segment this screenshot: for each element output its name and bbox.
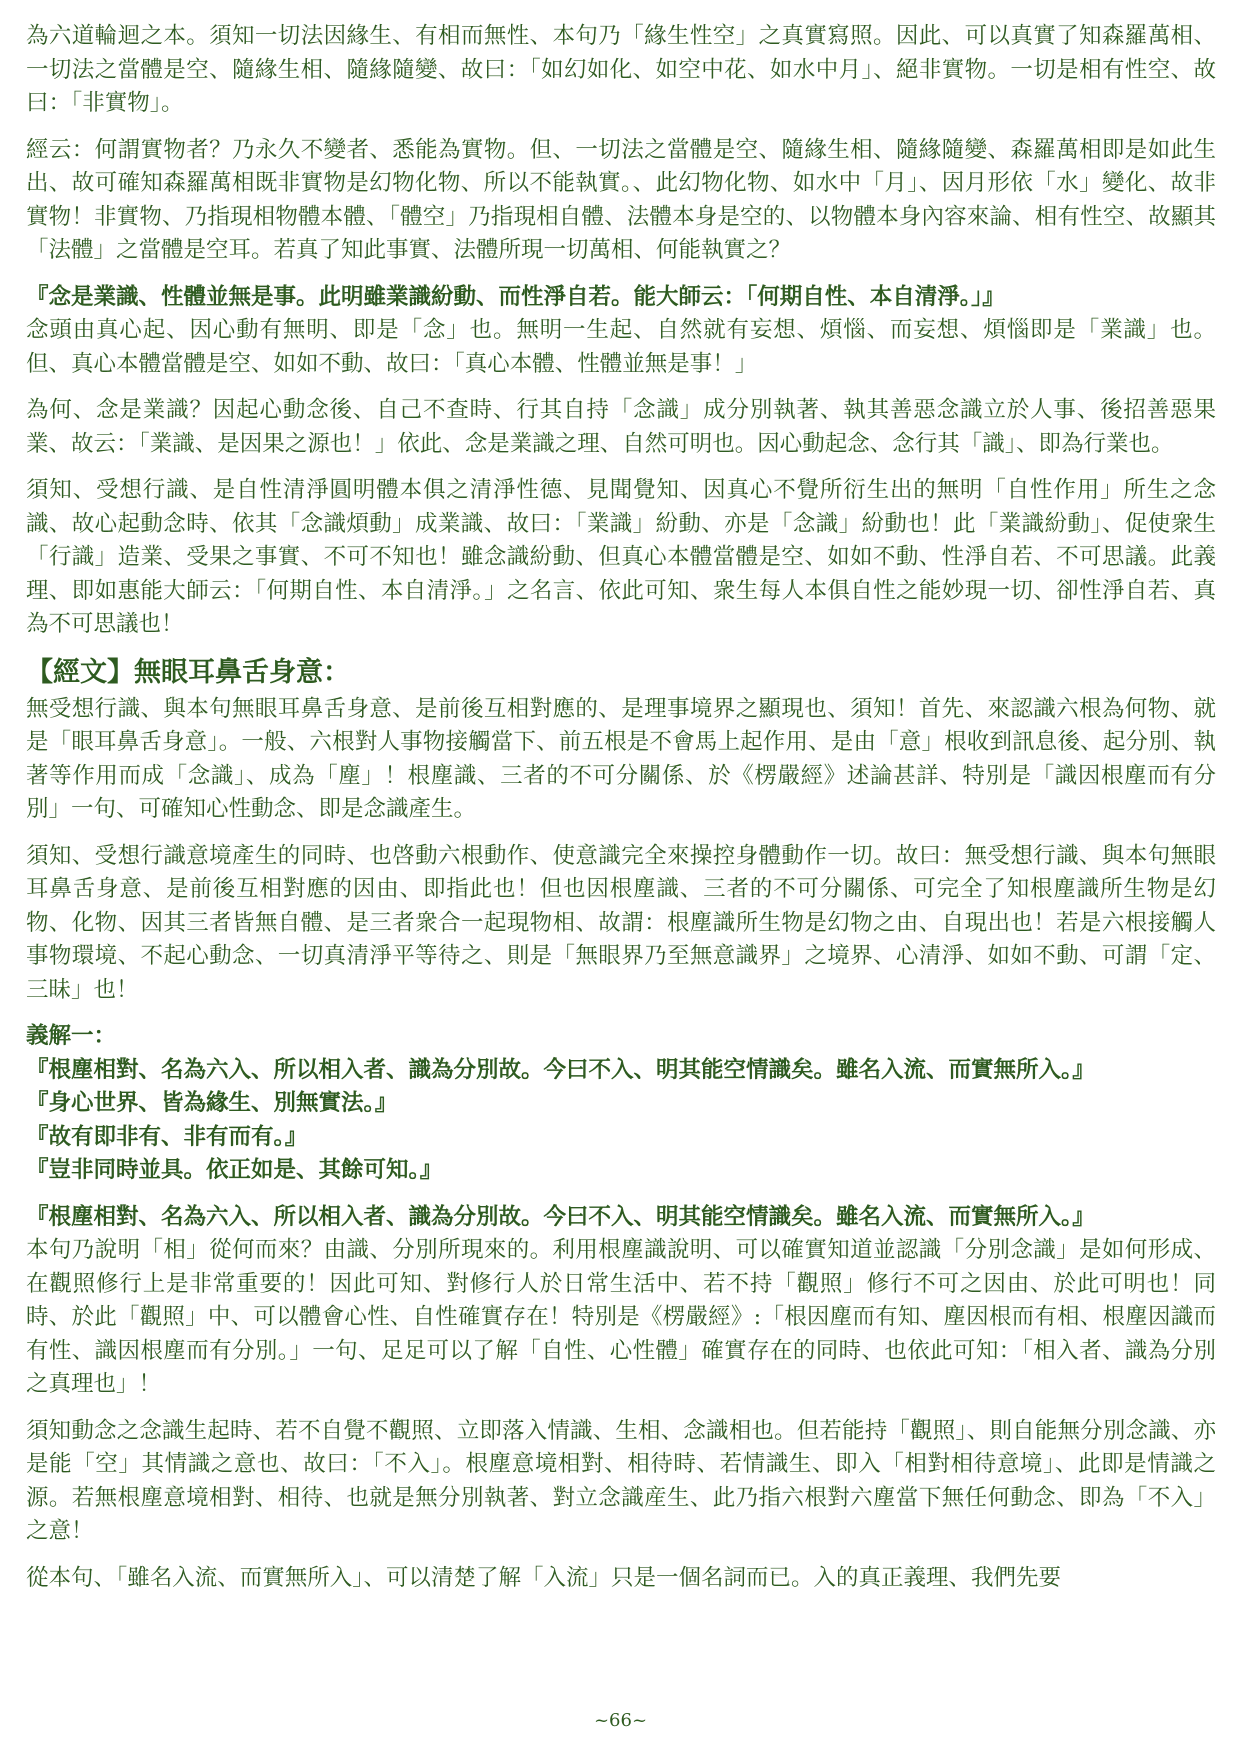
- quote-line: 『念是業識、性體並無是事。此明雖業識紛動、而性淨自若。能大師云：「何期自性、本自清淨。」』: [26, 283, 1005, 310]
- quote-block-1: [26, 281, 1216, 382]
- commentary-label: 義解一：: [26, 1023, 117, 1049]
- quote-line: 『根塵相對、名為六入、所以相入者、識為分別故。今曰不入、明其能空情識矣。雖名入流、而實無所入。』: [26, 1203, 1095, 1230]
- commentary-quote: 『身心世界、皆為緣生、別無實法。』: [26, 1090, 398, 1116]
- paragraph: 經云：何謂實物者？乃永久不變者、悉能為實物。但、一切法之當體是空、隨緣生相、隨緣隨變、森羅萬相即是如此生出、故可確知森羅萬相既非實物是幻物化物、所以不能執實。、此幻物化物、如水中「月」、因月形依「水」變化、故非實物！非實物、乃指現相物體本體、「體空」乃指現相自體、法體本身是空的、以物體本身內容來論、相有性空、故顯其「法體」之當體是空耳。若真了知此事實、法體所現一切萬相、何能執實之？: [26, 136, 1216, 263]
- paragraph: 本句乃說明「相」從何而來？由識、分別所現來的。利用根塵識說明、可以確實知道並認識「分別念識」是如何形成、在觀照修行上是非常重要的！因此可知、對修行人於日常生活中、若不持「觀照」修行不可之因由、於此可明也！同時、於此「觀照」中、可以體會心性、自性確實存在！特別是《楞嚴經》:「根因塵而有知、塵因根而有相、根塵因識而有性、識因根塵而有分別。」一句、足足可以了解「自性、心性體」確實存在的同時、也依此可知：「相入者、識為分別之真理也」！: [26, 1237, 1216, 1397]
- paragraph: 念頭由真心起、因心動有無明、即是「念」也。無明一生起、自然就有妄想、煩惱、而妄想、煩惱即是「業識」也。但、真心本體當體是空、如如不動、故曰：「真心本體、性體並無是事！」: [26, 317, 1216, 377]
- commentary-quote: 『豈非同時並具。依正如是、其餘可知。』: [26, 1157, 443, 1183]
- document-body: [26, 20, 1216, 1608]
- paragraph: 為六道輪迴之本。須知一切法因緣生、有相而無性、本句乃「緣生性空」之真實寫照。因此、可以真實了知森羅萬相、一切法之當體是空、隨緣生相、隨緣隨變、故曰：「如幻如化、如空中花、如水中月」、絕非實物。一切是相有性空、故曰：「非實物」。: [26, 23, 1216, 116]
- quote-block-2: [26, 1201, 1216, 1402]
- page-number: ~66~: [593, 1710, 648, 1731]
- commentary-quote: 『故有即非有、非有而有。』: [26, 1123, 308, 1150]
- paragraph: 須知、受想行識意境產生的同時、也啓動六根動作、使意識完全來操控身體動作一切。故曰：無受想行識、與本句無眼耳鼻舌身意、是前後互相對應的因由、即指此也！但也因根塵識、三者的不可分關係、可完全了知根塵識所生物是幻物、化物、因其三者皆無自體、是三者衆合一起現物相、故謂：根塵識所生物是幻物之由、自現出也！若是六根接觸人事物環境、不起心動念、一切真清淨平等待之、則是「無眼界乃至無意識界」之境界、心清淨、如如不動、可謂「定、三昧」也！: [26, 842, 1216, 1003]
- commentary-quote: 『根塵相對、名為六入、所以相入者、識為分別故。今曰不入、明其能空情識矣。雖名入流、而實無所入。』: [26, 1056, 1095, 1083]
- paragraph: 須知、受想行識、是自性清淨圓明體本俱之清淨性德、見聞覺知、因真心不覺所衍生出的無明「自性作用」所生之念識、故心起動念時、依其「念識煩動」成業識、故曰：「業識」紛動、亦是「念識」紛動也！此「業識紛動」、促使衆生「行識」造業、受果之事實、不可不知也！雖念識紛動、但真心本體當體是空、如如不動、性淨自若、不可思議。此義理、即如惠能大師云：「何期自性、本自清淨。」之名言、依此可知、衆生每人本俱自性之能妙現一切、卻性淨自若、真為不可思議也！: [26, 477, 1216, 637]
- paragraph: 為何、念是業識？因起心動念後、自己不查時、行其自持「念識」成分別執著、執其善惡念識立於人事、後招善惡果業、故云：「業識、是因果之源也！」依此、念是業識之理、自然可明也。因心動起念、念行其「識」、即為行業也。: [26, 397, 1216, 457]
- section-heading: 【經文】無眼耳鼻舌身意：: [26, 656, 350, 688]
- commentary-block: [26, 1020, 1216, 1188]
- paragraph: 從本句、「雖名入流、而實無所入」、可以清楚了解「入流」只是一個名詞而已。入的真正義理、我們先要: [26, 1564, 1062, 1591]
- paragraph: 無受想行識、與本句無眼耳鼻舌身意、是前後互相對應的、是理事境界之顯現也、須知！首先、來認識六根為何物、就是「眼耳鼻舌身意」。一般、六根對人事物接觸當下、前五根是不會馬上起作用、是由「意」根收到訊息後、起分別、執著等作用而成「念識」、成為「塵」！根塵識、三者的不可分關係、於《楞嚴經》述論甚詳、特別是「識因根塵而有分別」一句、可確知心性動念、即是念識產生。: [26, 695, 1216, 822]
- paragraph: 須知動念之念識生起時、若不自覺不觀照、立即落入情識、生相、念識相也。但若能持「觀照」、則自能無分別念識、亦是能「空」其情識之意也、故曰：「不入」。根塵意境相對、相待時、若情識生、即入「相對相待意境」、此即是情識之源。若無根塵意境相對、相待、也就是無分別執著、對立念識産生、此乃指六根對六塵當下無任何動念、即為「不入」之意！: [26, 1417, 1216, 1544]
